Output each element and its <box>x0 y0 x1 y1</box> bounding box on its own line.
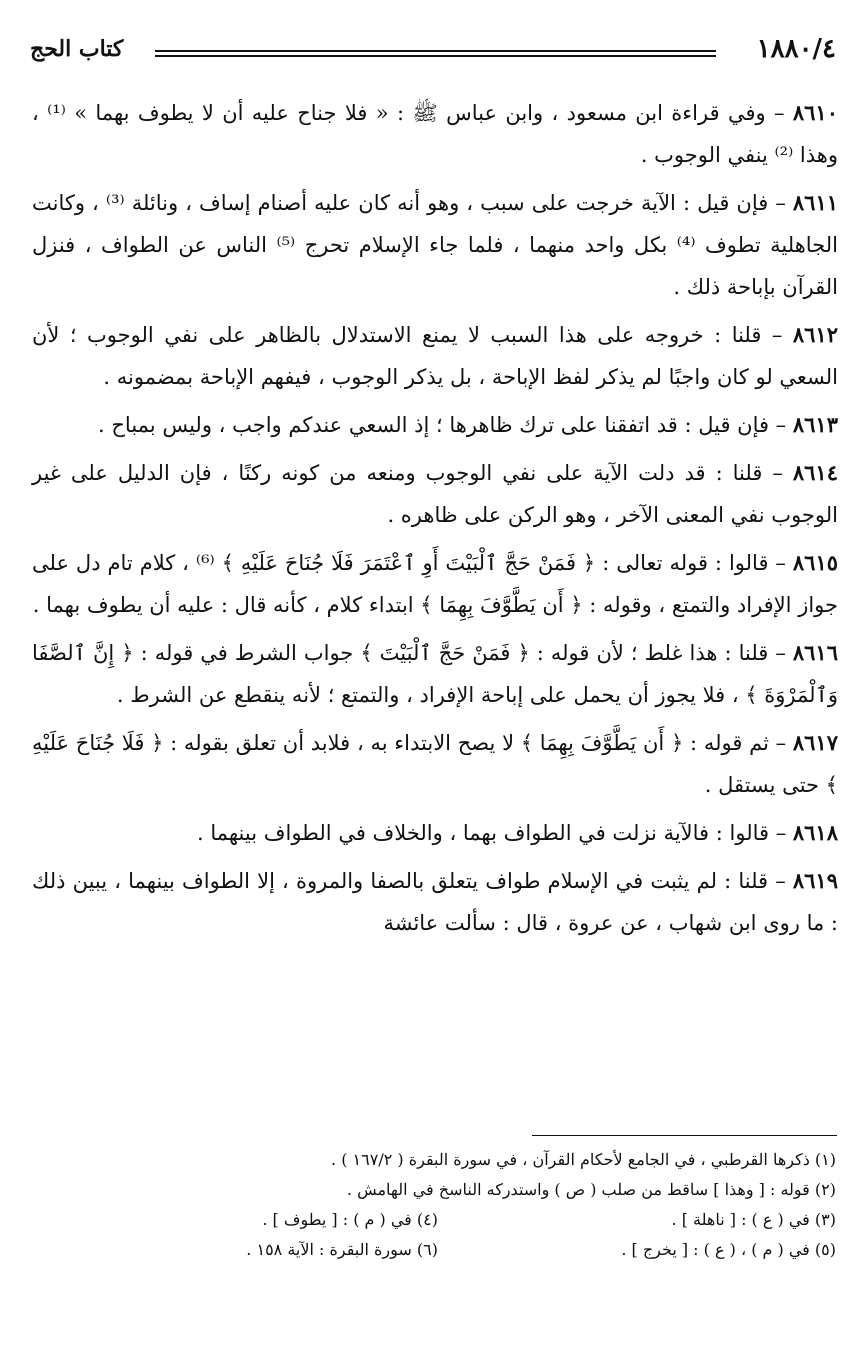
paragraph-8611: ٨٦١١ – فإن قيل : الآية خرجت على سبب ، وهو أنه كان عليه أصنام إساف ، ونائلة ⁽³⁾ ، وكانت الجاهلية تطوف ⁽⁴⁾ بكل واحد منهما ، فلما جاء الإسلام تحرج ⁽⁵⁾ الناس عن الطواف ، فنزل القرآن بإباحة ذلك . <box>32 190 839 299</box>
footnote-2: (٢) قوله : [ وهذا ] ساقط من صلب ( ص ) واستدركه الناسخ في الهامش . <box>346 1180 836 1199</box>
page-number: ١٨٨٠/٤ <box>756 34 836 64</box>
footnotes <box>40 1145 836 1265</box>
paragraph-8615: ٨٦١٥ – قالوا : قوله تعالى : ﴿ فَمَنْ حَجَّ ٱلْبَيْتَ أَوِ ٱعْتَمَرَ فَلَا جُنَاحَ عَلَيْهِ ﴾ ⁽⁶⁾ ، كلام تام دل على جواز الإفراد والتمتع ، وقوله : ﴿ أَن يَطَّوَّفَ بِهِمَا ﴾ ابتداء كلام ، كأنه قال : عليه أن يطوف بهما . <box>32 550 839 617</box>
paragraph-8616: ٨٦١٦ – قلنا : هذا غلط ؛ لأن قوله : ﴿ فَمَنْ حَجَّ ٱلْبَيْتَ ﴾ جواب الشرط في قوله : ﴿ إِنَّ ٱلصَّفَا وَٱلْمَرْوَةَ ﴾ ، فلا يجوز أن يحمل على إباحة الإفراد ، والتمتع ؛ لأنه ينقطع عن الشرط . <box>32 640 838 707</box>
paragraph-8617: ٨٦١٧ – ثم قوله : ﴿ أَن يَطَّوَّفَ بِهِمَا ﴾ لا يصح الابتداء به ، فلابد أن تعلق بقوله : ﴿ فَلَا جُنَاحَ عَلَيْهِ ﴾ حتى يستقل . <box>32 730 838 797</box>
paragraph-8618: ٨٦١٨ – قالوا : فالآية نزلت في الطواف بهما ، والخلاف في الطواف بينهما . <box>196 820 838 845</box>
footnote-4: (٤) في ( م ) : [ يطوف ] . <box>262 1210 438 1229</box>
main-text <box>32 92 838 950</box>
footnote-3: (٣) في ( ع ) : [ ناهلة ] . <box>671 1210 836 1229</box>
paragraph-8619: ٨٦١٩ – قلنا : لم يثبت في الإسلام طواف يتعلق بالصفا والمروة ، إلا الطواف بينهما ، يبين ذلك : ما روى ابن شهاب ، عن عروة ، قال : سألت عائشة <box>32 868 838 935</box>
paragraph-8613: ٨٦١٣ – فإن قيل : قد اتفقنا على ترك ظاهرها ؛ إذ السعي عندكم واجب ، وليس بمباح . <box>98 412 838 437</box>
footnote-1: (١) ذكرها القرطبي ، في الجامع لأحكام القرآن ، في سورة البقرة ( ١٦٧/٢ ) . <box>331 1150 836 1169</box>
footnote-divider <box>532 1135 837 1136</box>
footnote-5: (٥) في ( م ) ، ( ع ) : [ يخرج ] . <box>621 1240 836 1259</box>
page-header <box>30 36 836 66</box>
paragraph-8614: ٨٦١٤ – قلنا : قد دلت الآية على نفي الوجوب ومنعه من كونه ركنًا ، فإن الدليل على غير الوجوب نفي المعنى الآخر ، وهو الركن على ظاهره . <box>32 460 838 527</box>
book-title: كتاب الحج <box>30 36 124 62</box>
footnote-row <box>40 1205 836 1235</box>
paragraph-8612: ٨٦١٢ – قلنا : خروجه على هذا السبب لا يمنع الاستدلال بالظاهر على نفي الوجوب ؛ لأن السعي لو كان واجبًا لم يذكر لفظ الإباحة ، بل يذكر الوجوب ، فيفهم الإباحة بمضمونه . <box>32 322 838 389</box>
footnote-6: (٦) سورة البقرة : الآية ١٥٨ . <box>246 1240 438 1259</box>
header-rule <box>155 50 716 57</box>
footnote-row <box>40 1235 836 1265</box>
paragraph-8610: ٨٦١٠ – وفي قراءة ابن مسعود ، وابن عباس ﷺ : « فلا جناح عليه أن لا يطوف بهما » ⁽¹⁾ ، وهذا ⁽²⁾ ينفي الوجوب . <box>32 100 838 167</box>
